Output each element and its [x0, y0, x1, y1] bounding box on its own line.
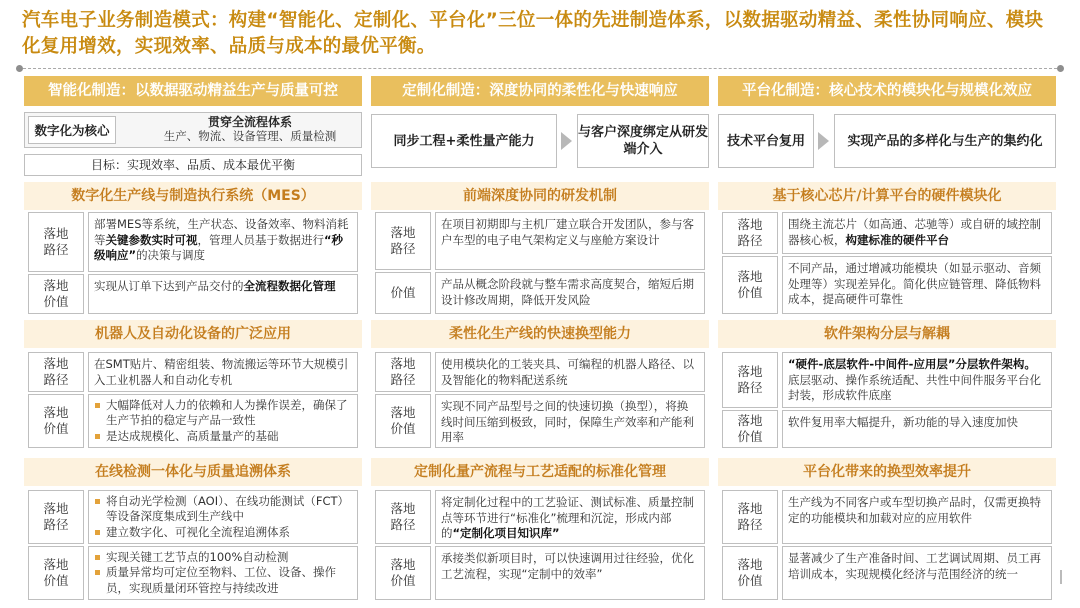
row-label: 落地路径	[28, 352, 84, 392]
section-row	[24, 212, 362, 272]
row-text: 实现从订单下达到产品交付的全流程数据化管理	[88, 274, 358, 314]
system-items: 生产、物流、设备管理、质量检测	[163, 129, 337, 143]
row-text: 使用模块化的工装夹具、可编程的机器人路径、以及智能化的物料配送系统	[435, 352, 705, 392]
row-text	[88, 490, 358, 544]
row-text: 围绕主流芯片（如高通、芯驰等）或自研的域控制器核心板，构建标准的硬件平台	[782, 212, 1052, 254]
row-label: 落地路径	[375, 212, 431, 270]
section-row	[718, 410, 1056, 448]
row-label: 落地路径	[722, 352, 778, 408]
section-title: 柔性化生产线的快速换型能力	[371, 320, 709, 348]
row-text: 部署MES等系统，生产状态、设备效率、物料消耗等关键参数实时可视，管理人员基于数据进行“秒级响应”的决策与调度	[88, 212, 358, 272]
row-label: 落地路径	[722, 212, 778, 254]
bullet-item: 建立数字化、可视化全流程追溯体系	[94, 525, 352, 541]
section-row	[24, 274, 362, 314]
section-title: 软件架构分层与解耦	[718, 320, 1056, 348]
row-text	[88, 546, 358, 600]
row-label: 落地路径	[28, 490, 84, 544]
section-row	[24, 352, 362, 392]
section-row	[371, 394, 709, 448]
row-label: 落地价值	[375, 394, 431, 448]
column-customized	[371, 76, 709, 600]
column-platform	[718, 76, 1056, 600]
system-title: 贯穿全流程体系	[207, 115, 292, 129]
row-label: 落地价值	[28, 274, 84, 314]
section-title: 数字化生产线与制造执行系统（MES）	[24, 182, 362, 210]
bullet-item: 大幅降低对人力的依赖和人为操作误差，确保了生产节拍的稳定与产品一致性	[94, 398, 352, 429]
row-label: 落地价值	[28, 546, 84, 600]
row-text: 在项目初期即与主机厂建立联合开发团队，参与客户车型的电子电气架构定义与座舱方案设计	[435, 212, 705, 270]
row-text: 在SMT贴片、精密组装、物流搬运等环节大规模引入工业机器人和自动化专机	[88, 352, 358, 392]
flow-step-1: 技术平台复用	[718, 114, 814, 168]
row-label: 落地价值	[28, 394, 84, 448]
divider-line	[18, 68, 1062, 69]
system-box	[142, 116, 358, 144]
page-marker	[1060, 570, 1062, 584]
section-title: 机器人及自动化设备的广泛应用	[24, 320, 362, 348]
section-row	[718, 490, 1056, 544]
row-text: 实现不同产品型号之间的快速切换（换型），将换线时间压缩到极致，同时，保障生产效率和产能利用率	[435, 394, 705, 448]
bullet-item: 将自动光学检测（AOI）、在线功能测试（FCT）等设备深度集成到生产线中	[94, 494, 352, 525]
section-row	[371, 212, 709, 270]
row-label: 落地路径	[28, 212, 84, 272]
row-text: 生产线为不同客户或车型切换产品时，仅需更换特定的功能模块和加载对应的应用软件	[782, 490, 1052, 544]
flow-step-2: 与客户深度绑定从研发端介入	[577, 114, 709, 168]
goal-box: 目标：实现效率、品质、成本最优平衡	[24, 154, 362, 176]
section-row	[371, 352, 709, 392]
section-title: 平台化带来的换型效率提升	[718, 458, 1056, 486]
row-text: “硬件-底层软件-中间件-应用层”分层软件架构。底层驱动、操作系统适配、共性中间件服务平台化封装，形成软件底座	[782, 352, 1052, 408]
row-text: 软件复用率大幅提升，新功能的导入速度加快	[782, 410, 1052, 448]
section-row	[371, 546, 709, 600]
flow-step-2: 实现产品的多样化与生产的集约化	[834, 114, 1056, 168]
section-title: 基于核心芯片/计算平台的硬件模块化	[718, 182, 1056, 210]
divider-dot	[1057, 65, 1064, 72]
flow-step-1: 同步工程+柔性量产能力	[371, 114, 557, 168]
row-text	[88, 394, 358, 448]
arrow-right-icon	[561, 132, 572, 150]
section-row	[718, 212, 1056, 254]
bullet-item: 实现关键工艺节点的100%自动检测	[94, 550, 352, 566]
row-label: 落地价值	[375, 546, 431, 600]
row-label: 落地价值	[722, 546, 778, 600]
column-header: 智能化制造：以数据驱动精益生产与质量可控	[24, 76, 362, 106]
row-text: 不同产品，通过增减功能模块（如显示驱动、音频处理等）实现差异化。简化供应链管理、降低物料成本，提高硬件可靠性	[782, 256, 1052, 314]
row-label: 落地路径	[375, 490, 431, 544]
row-text: 产品从概念阶段就与整车需求高度契合，缩短后期设计修改周期，降低开发风险	[435, 272, 705, 314]
row-text: 将定制化过程中的工艺验证、测试标准、质量控制点等环节进行“标准化”梳理和沉淀，形成内部的“定制化项目知识库”	[435, 490, 705, 544]
row-text: 显著减少了生产准备时间、工艺调试周期、员工再培训成本，实现规模化经济与范围经济的统一	[782, 546, 1052, 600]
row-label: 落地路径	[375, 352, 431, 392]
column-header: 平台化制造：核心技术的模块化与规模化效应	[718, 76, 1056, 106]
section-row	[718, 546, 1056, 600]
section-row	[718, 352, 1056, 408]
row-label: 价值	[375, 272, 431, 314]
bullet-item: 是达成规模化、高质量量产的基础	[94, 429, 352, 445]
core-label: 数字化为核心	[28, 116, 116, 144]
row-text: 承接类似新项目时，可以快速调用过往经验，优化工艺流程，实现“定制中的效率”	[435, 546, 705, 600]
section-title: 前端深度协同的研发机制	[371, 182, 709, 210]
row-label: 落地路径	[722, 490, 778, 544]
column-intelligent	[24, 76, 362, 600]
divider-dot	[16, 65, 23, 72]
arrow-right-icon	[818, 132, 829, 150]
section-row	[371, 490, 709, 544]
page-title: 汽车电子业务制造模式：构建“智能化、定制化、平台化”三位一体的先进制造体系，以数据驱动精益、柔性协同响应、模块化复用增效，实现效率、品质与成本的最优平衡。	[22, 10, 1044, 57]
section-row	[24, 546, 362, 600]
section-row	[24, 394, 362, 448]
section-row	[718, 256, 1056, 314]
section-row	[24, 490, 362, 544]
row-label: 落地价值	[722, 256, 778, 314]
section-title: 定制化量产流程与工艺适配的标准化管理	[371, 458, 709, 486]
column-header: 定制化制造：深度协同的柔性化与快速响应	[371, 76, 709, 106]
bullet-item: 质量异常均可定位至物料、工位、设备、操作员，实现质量闭环管控与持续改进	[94, 565, 352, 596]
section-title: 在线检测一体化与质量追溯体系	[24, 458, 362, 486]
row-label: 落地价值	[722, 410, 778, 448]
section-row	[371, 272, 709, 314]
